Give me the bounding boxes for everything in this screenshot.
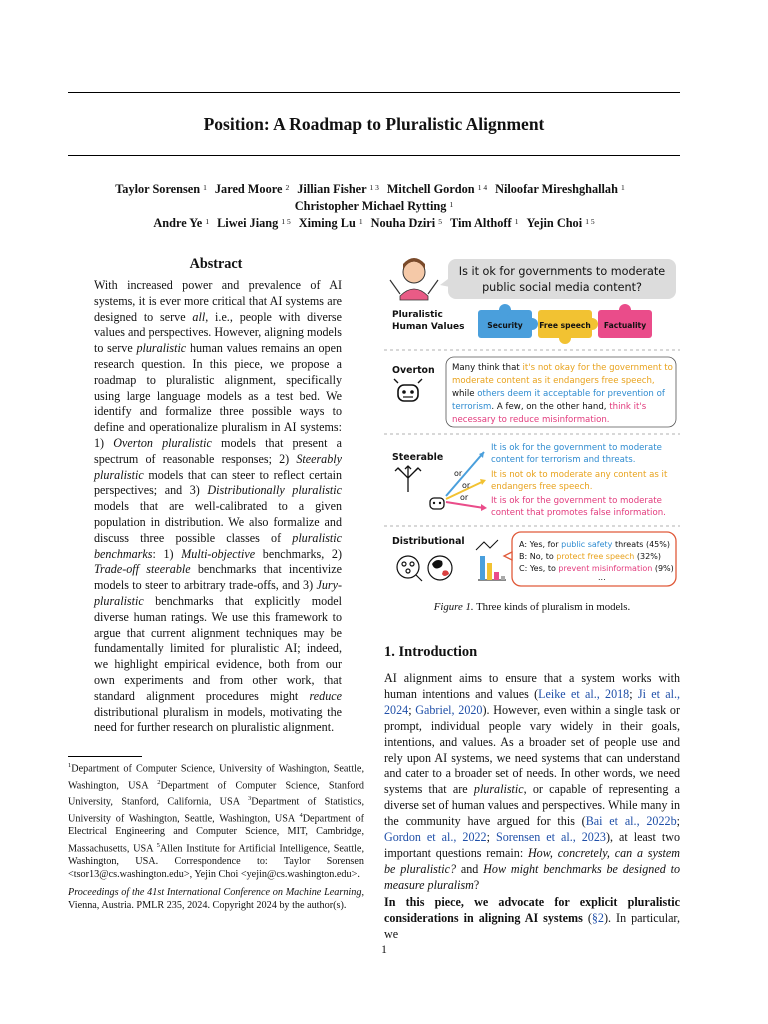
affiliations-footnote: $^1$Department of Computer Science, University of Washington, Seattle, Washington, USA $^2$Department of Computer Science, Stanford University, Stanford, California, USA $^3$Department of Statistics, University of Washington, Seattle, Washington, USA $^4$Department of Electrical Engineering and Computer Science, MIT, Cambridge, Massachusetts, USA $^5$Allen Institute for Artificial Intelligence, Seattle, Washington, USA. Correspondence to: Taylor Sorensen <tsor13@cs.washington.edu>, Yejin Choi <yejin@cs.washington.edu>.: [68, 762, 365, 881]
question-line-1: Is it ok for governments to moderate: [458, 265, 666, 278]
values-label-2: Human Values: [392, 322, 465, 332]
svg-text:content for terrorism and thre: content for terrorism and threats.: [491, 455, 636, 465]
intro-paragraph-1: AI alignment aims to ensure that a system works with human intentions and values (Leike et al., 2018; Ji et al., 2024; Gabriel, 2020). However, even within a single task or prompt, individual people vary widely in their goals, intentions, and values. As a broader set of people use and rely upon AI systems, we need systems that can understand and cater to a broader set of needs. In other words, we need systems that are pluralistic, or capable of representing a diverse set of human values and perspectives. While many in the community have argued for this (Bai et al., 2022b; Gordon et al., 2022; Sorensen et al., 2023), at least two important questions remain: How, concretely, can a system be pluralistic? and How might benchmarks be designed to measure pluralism?: [384, 671, 681, 892]
figure-caption: Figure 1. Three kinds of pluralism in models.: [433, 601, 631, 613]
top-rule: [68, 92, 680, 93]
abstract-heading: Abstract: [189, 256, 243, 272]
svg-text:while others deem it acceptabl: while others deem it acceptable for prevention of: [452, 389, 665, 399]
author-name: Andre Ye $^1$: [153, 216, 210, 230]
overton-label: Overton: [392, 365, 435, 376]
page-number: 1: [381, 944, 387, 956]
abstract-text: With increased power and prevalence of AI systems, it is ever more critical that AI systems are designed to serve all, i.e., people with diverse values and perspectives. However, aligning models to serve pluralistic human values remains an open research question. In this piece, we propose a roadmap to pluralistic alignment, specifically using large language models as a test bed. We identify and formalize three possible ways to define and operationalize pluralism in AI systems: 1) Overton pluralistic models that present a spectrum of reasonable responses; 2) Steerably pluralistic models that can steer to reflect certain perspectives; and 3) Distributionally pluralistic models that are well-calibrated to a given population in distribution. We also formalize and discuss three possible classes of pluralistic benchmarks: 1) Multi-objective benchmarks, 2) Trade-off steerable benchmarks that incentivize models to steer to arbitrary trade-offs, and 3) Jury-pluralistic benchmarks that explicitly model diverse human ratings. We use this framework to argue that current alignment techniques may be fundamentally limited for pluralistic AI; indeed, we highlight empirical evidence, both from our own experiments and from other work, that standard alignment procedures might reduce distributional pluralism in models, motivating the need for further research on pluralistic alignment.: [94, 278, 343, 735]
piece-label-free-speech: Free speech: [539, 321, 591, 330]
person-shrug-icon: [390, 258, 438, 300]
section-heading-introduction: 1. Introduction: [384, 644, 478, 660]
or-label-1: or: [454, 469, 463, 478]
or-label-2: or: [462, 481, 471, 490]
citation-link[interactable]: Ji et al., 2024: [384, 686, 681, 717]
author-name: Niloofar Mireshghallah $^1$: [495, 182, 625, 196]
split-arrows-icon: [395, 466, 421, 492]
globe-icon: [428, 556, 452, 580]
citation-link[interactable]: Gabriel, 2020: [415, 702, 483, 717]
svg-text:terrorism. A few, on the other: terrorism. A few, on the other hand, think it's: [452, 402, 647, 412]
intro-paragraph-2: In this piece, we advocate for explicit pluralistic considerations in aligning AI systems (§2). In particular, we: [384, 895, 680, 941]
author-name: Christopher Michael Rytting $^1$: [294, 199, 454, 213]
factuality-puzzle-piece: [598, 304, 652, 338]
title-rule: [68, 155, 680, 156]
author-name: Mitchell Gordon $^{1 4}$: [386, 182, 488, 196]
free-speech-puzzle-piece: [538, 310, 598, 344]
robot-icon: [394, 379, 422, 401]
figure-1: [384, 252, 680, 592]
svg-text:moderate content as it endange: moderate content as it endangers free speech,: [452, 376, 655, 386]
svg-text:A: Yes, for public safety thre: A: Yes, for public safety threats (45%): [519, 540, 670, 549]
svg-text:content that promotes false in: content that promotes false information.: [491, 508, 666, 518]
section-link[interactable]: §2: [591, 910, 604, 925]
citation-link[interactable]: Leike et al., 2018: [538, 686, 630, 701]
robot-icon: [430, 498, 444, 509]
author-name: Tim Althoff $^1$: [450, 216, 519, 230]
citation-link[interactable]: Sorensen et al., 2023: [495, 830, 606, 845]
svg-text:B: No, to protect free speech: B: No, to protect free speech (32%): [519, 552, 661, 561]
author-list: [68, 181, 680, 232]
values-label-1: Pluralistic: [392, 310, 443, 320]
people-search-icon: [397, 556, 422, 581]
svg-text:It is ok for the government to: It is ok for the government to moderate: [491, 496, 662, 506]
svg-text:endangers free speech.: endangers free speech.: [491, 482, 593, 492]
author-name: Nouha Dziri $^5$: [370, 216, 442, 230]
distributional-label: Distributional: [392, 536, 465, 547]
footnote-rule: [68, 756, 142, 757]
steerable-label: Steerable: [392, 452, 444, 463]
svg-text:necessary to reduce misinforma: necessary to reduce misinformation.: [452, 415, 610, 425]
piece-label-security: Security: [487, 321, 523, 330]
author-name: Taylor Sorensen $^1$: [115, 182, 207, 196]
author-name: Jared Moore $^2$: [214, 182, 290, 196]
author-name: Jillian Fisher $^{1 3}$: [297, 182, 379, 196]
question-bubble: [440, 259, 676, 299]
svg-text:It is ok for the government to: It is ok for the government to moderate: [491, 443, 662, 453]
piece-label-factuality: Factuality: [603, 321, 647, 330]
svg-text:Many think that it's not okay: Many think that it's not okay for the government to: [452, 363, 673, 373]
citation-link[interactable]: Bai et al., 2022b: [585, 814, 677, 829]
author-name: Liwei Jiang $^{1 5}$: [217, 216, 291, 230]
paper-title: Position: A Roadmap to Pluralistic Alignment: [203, 114, 545, 134]
author-name: Ximing Lu $^1$: [298, 216, 363, 230]
bar-chart-icon: [476, 540, 506, 580]
svg-text:C: Yes, to prevent misinformat: C: Yes, to prevent misinformation (9%): [519, 564, 674, 573]
proceedings-note: Proceedings of the 41st International Conference on Machine Learning, Vienna, Austria. PMLR 235, 2024. Copyright 2024 by the author(s).: [68, 887, 364, 912]
svg-text:...: ...: [598, 573, 606, 582]
or-label-3: or: [460, 493, 469, 502]
question-line-2: public social media content?: [482, 281, 642, 294]
security-puzzle-piece: [478, 304, 538, 338]
steer-arrow-pink: [446, 502, 484, 508]
citation-link[interactable]: Gordon et al., 2022: [384, 830, 487, 845]
author-name: Yejin Choi $^{1 5}$: [526, 216, 595, 230]
svg-text:It is not ok to moderate any c: It is not ok to moderate any content as it: [491, 470, 668, 480]
